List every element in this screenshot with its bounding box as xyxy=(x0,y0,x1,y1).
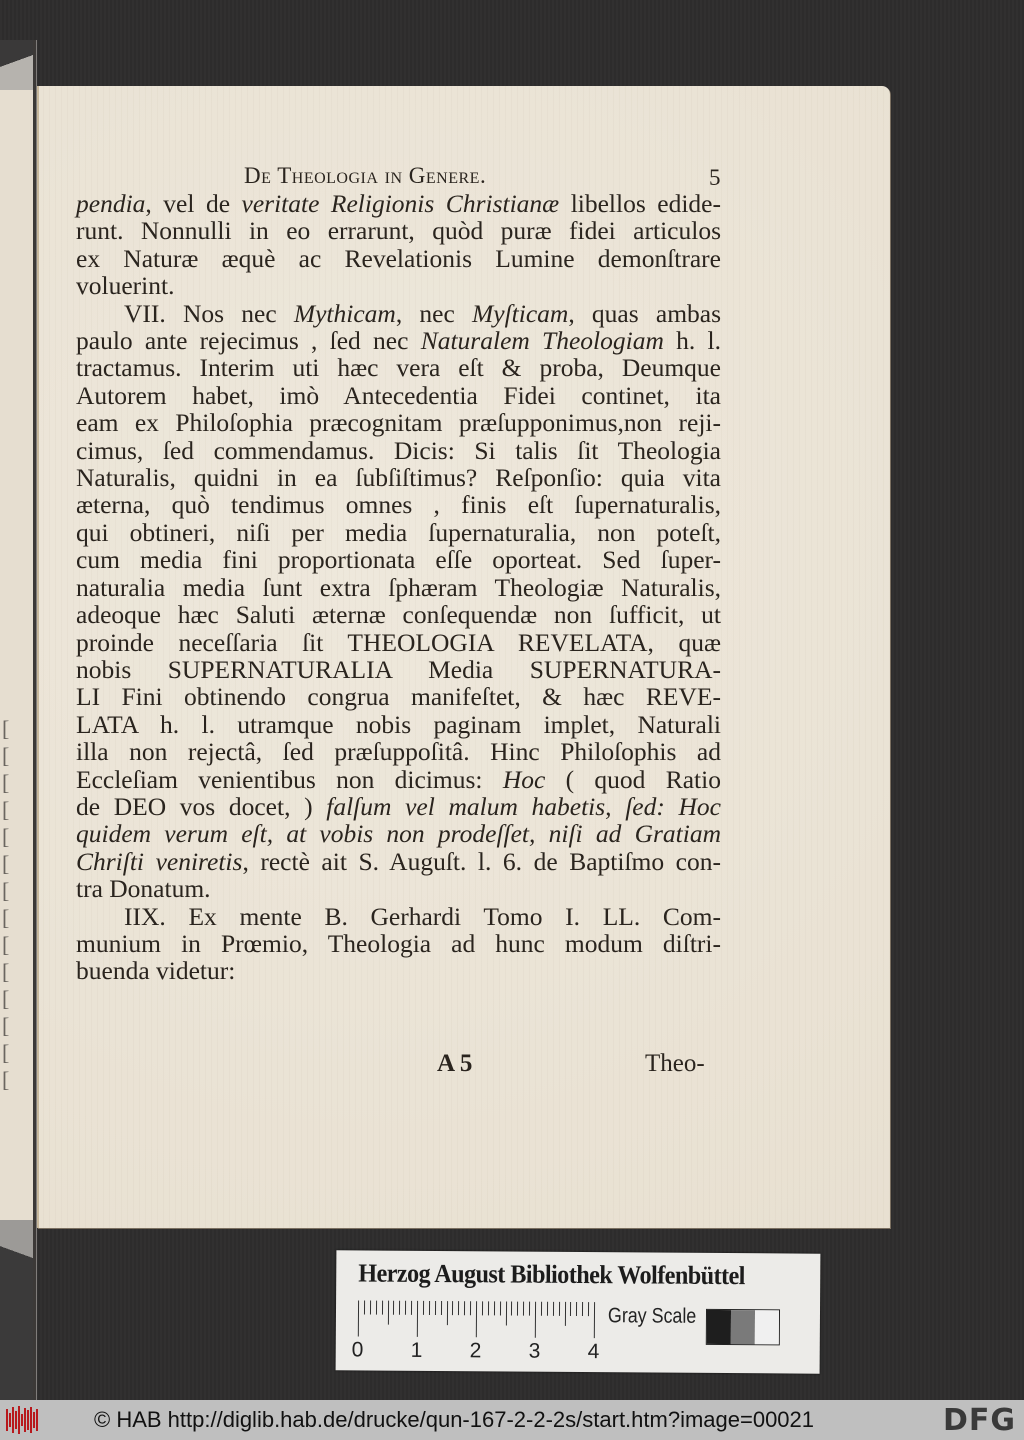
hab-card-title: Herzog August Bibliothek Wolfenbüttel xyxy=(358,1258,746,1291)
ruler-label: 1 xyxy=(410,1338,423,1362)
margin-mark: [ xyxy=(2,1013,10,1038)
left-page-edge xyxy=(0,90,34,1220)
text-line xyxy=(76,601,721,628)
text-line xyxy=(76,437,721,464)
text-segment: æterna, quò tendimus omnes , finis eſt ſupernaturalis, xyxy=(76,490,721,520)
ruler-tick xyxy=(535,1302,536,1338)
text-line xyxy=(76,629,721,656)
text-segment: adeoque hæc Saluti æternæ conſequendæ non ſufficit, ut xyxy=(76,600,721,630)
gray-scale-swatches xyxy=(706,1309,780,1346)
ruler-tick xyxy=(435,1301,436,1315)
text-segment: cimus, ſed commendamus. Dicis: Si talis ſit Theologia xyxy=(76,435,721,465)
ruler-tick xyxy=(452,1301,453,1315)
text-line xyxy=(76,464,721,491)
ruler-tick xyxy=(470,1301,471,1315)
text-segment: illa non rejectâ, ſed præſuppoſitâ. Hinc Philoſophis ad xyxy=(76,737,721,767)
text-line xyxy=(76,820,721,847)
text-line xyxy=(76,519,721,546)
catchword: Theo- xyxy=(645,1050,705,1077)
text-segment: tra Donatum. xyxy=(76,874,211,904)
text-segment: , nec xyxy=(395,298,473,328)
italic-text: Hoc xyxy=(502,764,546,794)
text-line xyxy=(76,711,721,738)
text-line xyxy=(76,656,721,683)
signature-mark: A 5 xyxy=(437,1050,473,1077)
ruler-tick xyxy=(417,1301,418,1337)
text-line xyxy=(76,327,721,354)
italic-text: falſum vel malum habetis, ſed: Hoc xyxy=(326,791,721,821)
ruler-tick xyxy=(588,1302,589,1316)
ruler-tick xyxy=(559,1302,560,1316)
margin-mark: [ xyxy=(2,797,10,822)
text-segment: libellos edide- xyxy=(559,189,721,218)
page-number: 5 xyxy=(709,165,721,190)
text-line xyxy=(76,875,721,902)
margin-mark: [ xyxy=(2,932,10,957)
ruler-tick xyxy=(570,1302,571,1316)
text-line xyxy=(76,930,721,957)
margin-mark: [ xyxy=(2,905,10,930)
ruler-tick xyxy=(376,1301,377,1315)
ruler-tick xyxy=(423,1301,424,1315)
text-segment: proinde neceſſaria ſit THEOLOGIA REVELATA, quæ xyxy=(76,627,721,657)
left-page-margin-marks xyxy=(2,715,12,1093)
margin-mark: [ xyxy=(2,1067,10,1092)
margin-mark: [ xyxy=(2,716,10,741)
text-segment: paulo ante rejecimus , ſed nec xyxy=(76,326,421,356)
ruler-tick xyxy=(482,1301,483,1315)
ruler-tick xyxy=(411,1301,412,1315)
ruler-tick xyxy=(464,1301,465,1315)
footer-bar xyxy=(0,1400,1024,1440)
text-segment: nobis SUPERNATURALIA Media SUPERNATURA- xyxy=(76,654,721,684)
ruler-tick xyxy=(494,1301,495,1315)
ruler-tick xyxy=(594,1302,595,1338)
ruler-label: 4 xyxy=(587,1340,600,1364)
ruler-tick xyxy=(387,1301,388,1325)
ruler-label: 0 xyxy=(351,1338,364,1362)
text-segment: voluerint. xyxy=(76,271,175,301)
text-segment: munium in Prœmio, Theologia ad hunc modum diſtri- xyxy=(76,928,721,958)
running-head xyxy=(76,160,721,190)
margin-mark: [ xyxy=(2,959,10,984)
ruler-tick xyxy=(458,1301,459,1315)
text-line xyxy=(76,546,721,573)
italic-text: pendia xyxy=(76,189,146,218)
ruler-tick xyxy=(429,1301,430,1315)
ruler-labels xyxy=(352,1338,612,1364)
text-line xyxy=(76,354,721,381)
ruler-tick xyxy=(441,1301,442,1315)
ruler-tick xyxy=(517,1302,518,1316)
text-segment: de DEO vos docet, ) xyxy=(76,791,327,821)
ruler-tick xyxy=(582,1302,583,1316)
margin-mark: [ xyxy=(2,986,10,1011)
text-segment: qui obtineri, niſi per media ſupernaturalia, non poteſt, xyxy=(76,517,721,547)
italic-text: veritate Religionis Christianæ xyxy=(241,189,560,218)
text-segment: , quas ambas xyxy=(568,298,722,328)
text-segment: Autorem habet, imò Antecedentia Fidei continet, ita xyxy=(76,380,721,410)
ruler-tick xyxy=(553,1302,554,1316)
gray-scale-label: Gray Scale xyxy=(607,1304,697,1328)
text-line xyxy=(76,766,721,793)
italic-text: quidem verum eſt, at vobis non prodeſſet, niſi ad Gratiam xyxy=(76,819,721,849)
left-page-lower-shadow xyxy=(0,1220,34,1400)
text-line xyxy=(76,245,721,272)
margin-mark: [ xyxy=(2,770,10,795)
ruler-tick xyxy=(488,1301,489,1315)
text-segment: VII. Nos nec xyxy=(124,298,294,328)
text-line xyxy=(76,491,721,518)
text-line xyxy=(76,300,721,327)
text-line xyxy=(76,903,721,930)
ruler-scale xyxy=(358,1300,594,1338)
margin-mark: [ xyxy=(2,851,10,876)
text-line xyxy=(76,574,721,601)
ruler-tick xyxy=(370,1301,371,1315)
book-gutter xyxy=(33,40,36,1400)
text-line xyxy=(76,272,721,299)
italic-text: Myſticam xyxy=(472,298,569,328)
text-segment: , rectè ait S. Auguſt. l. 6. de Baptiſmo con- xyxy=(242,846,721,876)
ruler-tick xyxy=(500,1301,501,1315)
ruler-tick xyxy=(505,1301,506,1325)
ruler-tick xyxy=(523,1302,524,1316)
text-line xyxy=(76,190,721,217)
text-line xyxy=(76,793,721,820)
ruler-tick xyxy=(511,1302,512,1316)
dfg-logo: DFG xyxy=(942,1403,1016,1438)
margin-mark: [ xyxy=(2,824,10,849)
ruler-tick xyxy=(576,1302,577,1316)
text-line xyxy=(76,409,721,436)
text-line xyxy=(76,382,721,409)
copyright-url[interactable]: © HAB http://diglib.hab.de/drucke/qun-167-2-2-2s/start.htm?image=00021 xyxy=(94,1407,815,1432)
ruler-tick xyxy=(529,1302,530,1316)
gray-swatch xyxy=(755,1310,779,1344)
text-line xyxy=(76,683,721,710)
ruler-tick xyxy=(541,1302,542,1316)
text-segment: naturalia media ſunt extra ſphæram Theologiæ Naturalis, xyxy=(76,572,721,602)
italic-text: Mythicam xyxy=(293,298,396,328)
text-segment: cum media fini proportionata eſſe oporteat. Sed ſuper- xyxy=(76,545,721,575)
ruler-tick xyxy=(564,1302,565,1326)
text-segment: buenda videtur: xyxy=(76,956,236,986)
left-page-shadow xyxy=(0,40,34,95)
text-segment: LATA h. l. utramque nobis paginam implet, Naturali xyxy=(76,709,721,739)
ruler-tick xyxy=(547,1302,548,1316)
ruler-tick xyxy=(393,1301,394,1315)
ruler-label: 2 xyxy=(469,1339,482,1363)
body-text xyxy=(76,190,721,985)
ruler-tick xyxy=(405,1301,406,1315)
text-segment: LI Fini obtinendo congrua manifeſtet, & hæc REVE- xyxy=(76,682,721,712)
ruler-tick xyxy=(358,1300,359,1336)
ruler-label: 3 xyxy=(528,1339,541,1363)
text-segment: runt. Nonnulli in eo errarunt, quòd puræ fidei articulos xyxy=(76,216,721,246)
text-segment: , vel de xyxy=(145,189,242,218)
hab-color-card xyxy=(336,1250,821,1373)
margin-mark: [ xyxy=(2,878,10,903)
margin-mark: [ xyxy=(2,743,10,768)
ruler-tick xyxy=(399,1301,400,1315)
running-head-title: De Theologia in Genere. xyxy=(244,163,487,188)
text-segment: h. l. xyxy=(663,326,722,356)
italic-text: Naturalem Theologiam xyxy=(420,326,664,356)
text-line xyxy=(76,848,721,875)
hab-barcode-icon xyxy=(6,1406,48,1434)
text-segment: Naturalis, quidni in ea ſubſiſtimus? Reſponſio: quia vita xyxy=(76,463,721,493)
text-segment: tractamus. Interim uti hæc vera eſt & proba, Deumque xyxy=(76,353,721,383)
ruler-tick xyxy=(446,1301,447,1325)
text-line xyxy=(76,957,721,984)
text-segment: ex Naturæ æquè ac Revelationis Lumine demonſtrare xyxy=(76,243,721,273)
text-line xyxy=(76,738,721,765)
gray-swatch xyxy=(731,1310,755,1344)
page-text-block xyxy=(76,160,721,985)
gray-swatch xyxy=(707,1310,731,1344)
text-segment: Eccleſiam venientibus non dicimus: xyxy=(76,764,503,794)
text-line xyxy=(76,217,721,244)
text-segment: eam ex Philoſophia præcognitam præſupponimus,non reji- xyxy=(76,408,721,438)
italic-text: Chriſti veniretis xyxy=(76,846,243,876)
ruler-tick xyxy=(382,1301,383,1315)
margin-mark: [ xyxy=(2,1040,10,1065)
ruler-tick xyxy=(364,1301,365,1315)
text-segment: ( quod Ratio xyxy=(545,764,721,794)
ruler-tick xyxy=(476,1301,477,1337)
text-segment: IIX. Ex mente B. Gerhardi Tomo I. LL. Com- xyxy=(124,901,721,931)
